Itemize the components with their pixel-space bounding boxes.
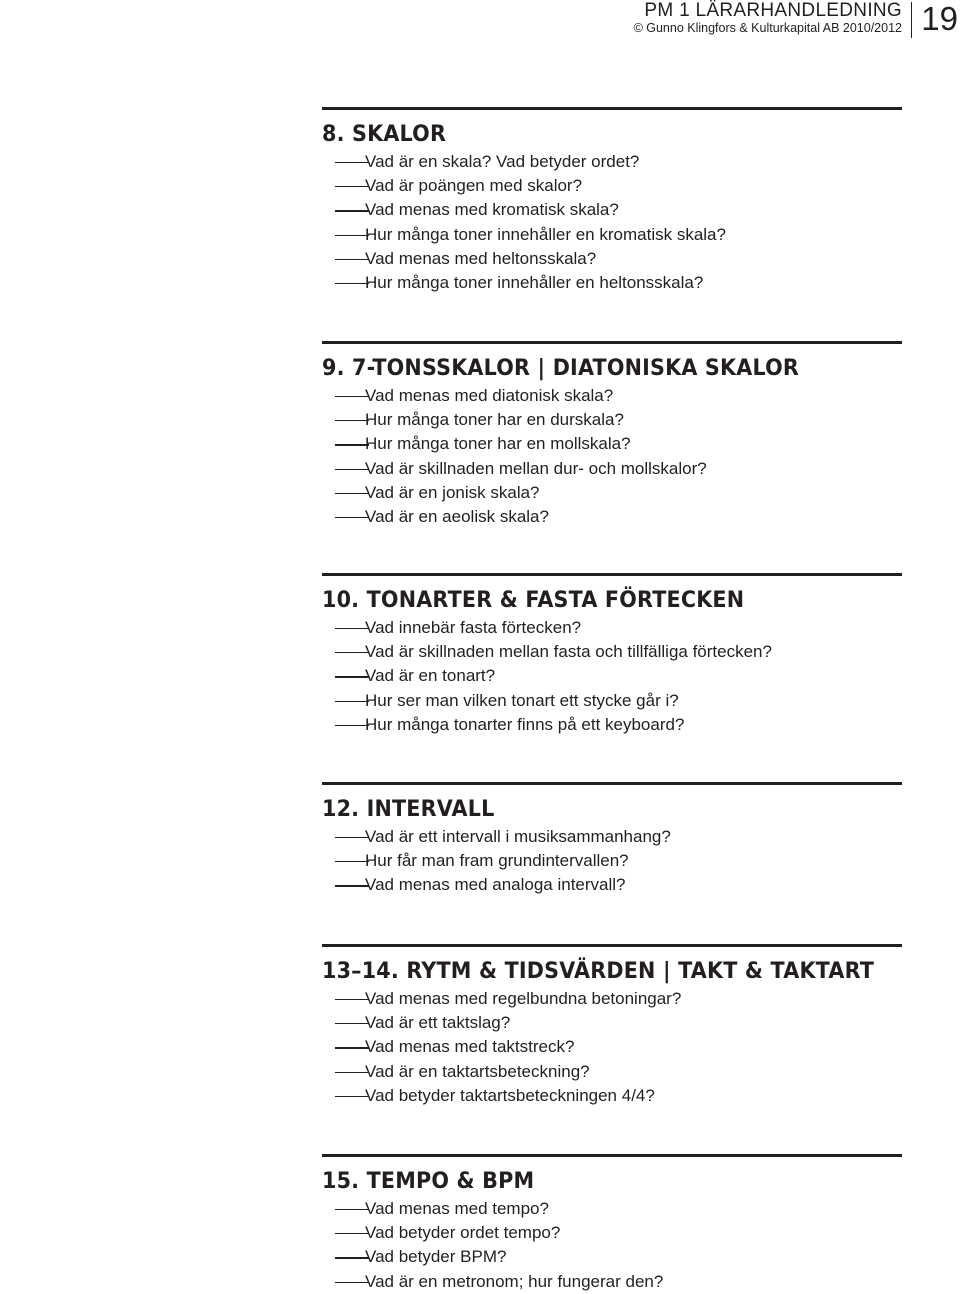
section-title: 12. INTERVALL: [322, 796, 495, 822]
question-item: [322, 713, 902, 737]
section-rytm-takt: [322, 944, 902, 1108]
question-text: Vad betyder BPM?: [365, 1247, 507, 1267]
question-text: Vad är en tonart?: [365, 666, 496, 686]
section-skalor: [322, 107, 902, 295]
copyright-notice: © Gunno Klingfors & Kulturkapital AB 2010/2012: [633, 21, 902, 35]
question-item: [322, 616, 902, 640]
document-title: PM 1 LÄRARHANDLEDNING: [644, 0, 902, 21]
dash-bullet: [335, 1233, 369, 1234]
question-item: [322, 664, 902, 688]
section-title: 15. TEMPO & BPM: [322, 1168, 535, 1194]
question-item: [322, 640, 902, 664]
question-item: [322, 1270, 902, 1294]
question-text: Vad innebär fasta förtecken?: [365, 618, 582, 637]
section-divider: [322, 573, 902, 576]
question-item: [322, 247, 902, 271]
question-item: [322, 408, 902, 432]
question-text: Vad är ett taktslag?: [365, 1013, 511, 1033]
question-text: Vad är en skala? Vad betyder ordet?: [365, 152, 640, 171]
dash-bullet: [335, 420, 369, 421]
question-item: [322, 481, 902, 505]
section-divider: [322, 1154, 902, 1157]
question-item: [322, 1245, 902, 1269]
dash-bullet: [335, 517, 369, 518]
question-text: Hur många toner innehåller en kromatisk skala?: [365, 224, 726, 244]
dash-bullet: [335, 444, 369, 445]
question-text: Hur många toner innehåller en heltonsskala?: [365, 272, 704, 292]
question-text: Vad betyder ordet tempo?: [365, 1223, 561, 1243]
dash-bullet: [335, 283, 369, 284]
question-item: [322, 150, 902, 174]
dash-bullet: [335, 1282, 369, 1283]
question-item: [322, 849, 902, 873]
dash-bullet: [335, 701, 369, 702]
dash-bullet: [335, 628, 369, 629]
question-item: [322, 505, 902, 529]
dash-bullet: [335, 259, 369, 260]
dash-bullet: [335, 186, 369, 187]
section-intervall: [322, 782, 902, 898]
header-divider: [911, 2, 912, 38]
question-text: Vad är poängen med skalor?: [365, 176, 583, 196]
page-number: 19: [921, 0, 958, 37]
question-text: Vad menas med analoga intervall?: [365, 875, 626, 895]
dash-bullet: [335, 1023, 369, 1024]
section-title: 9. 7-TONSSKALOR | DIATONISKA SKALOR: [322, 355, 799, 381]
question-text: Vad menas med heltonsskala?: [365, 248, 597, 268]
question-text: Vad är en aeolisk skala?: [365, 506, 549, 526]
dash-bullet: [335, 725, 369, 726]
dash-bullet: [335, 1257, 369, 1258]
question-list: [322, 987, 902, 1108]
question-text: Vad menas med regelbundna betoningar?: [365, 989, 682, 1008]
question-text: Hur ser man vilken tonart ett stycke går i?: [365, 690, 679, 710]
question-item: [322, 384, 902, 408]
section-title: 13–14. RYTM & TIDSVÄRDEN | TAKT & TAKTART: [322, 958, 875, 984]
dash-bullet: [335, 1096, 369, 1097]
question-item: [322, 271, 902, 295]
section-divider: [322, 782, 902, 785]
question-item: [322, 689, 902, 713]
dash-bullet: [335, 493, 369, 494]
question-text: Vad menas med diatonisk skala?: [365, 386, 614, 405]
dash-bullet: [335, 999, 369, 1000]
question-item: [322, 432, 902, 456]
section-divider: [322, 944, 902, 947]
page-header: [0, 0, 960, 40]
question-text: Vad är skillnaden mellan fasta och tillfälliga förtecken?: [365, 642, 772, 662]
question-item: [322, 987, 902, 1011]
question-text: Vad är skillnaden mellan dur- och mollskalor?: [365, 458, 707, 478]
question-text: Vad menas med kromatisk skala?: [365, 200, 619, 220]
question-text: Vad betyder taktartsbeteckningen 4/4?: [365, 1085, 655, 1105]
question-text: Vad menas med taktstreck?: [365, 1037, 575, 1057]
section-divider: [322, 341, 902, 344]
question-item: [322, 1011, 902, 1035]
question-item: [322, 198, 902, 222]
dash-bullet: [335, 676, 369, 677]
dash-bullet: [335, 396, 369, 397]
question-list: [322, 384, 902, 529]
question-item: [322, 174, 902, 198]
section-tempo: [322, 1154, 902, 1294]
question-item: [322, 1035, 902, 1059]
question-item: [322, 825, 902, 849]
question-item: [322, 873, 902, 897]
section-title: 10. TONARTER & FASTA FÖRTECKEN: [322, 587, 745, 613]
question-list: [322, 150, 902, 295]
section-title: 8. SKALOR: [322, 121, 447, 147]
dash-bullet: [335, 469, 369, 470]
question-text: Hur många toner har en mollskala?: [365, 434, 631, 454]
question-item: [322, 1197, 902, 1221]
dash-bullet: [335, 837, 369, 838]
dash-bullet: [335, 861, 369, 862]
question-text: Hur många toner har en durskala?: [365, 410, 624, 430]
question-list: [322, 616, 902, 737]
dash-bullet: [335, 235, 369, 236]
dash-bullet: [335, 1072, 369, 1073]
dash-bullet: [335, 162, 369, 163]
question-text: Vad är en taktartsbeteckning?: [365, 1061, 590, 1081]
question-text: Hur många tonarter finns på ett keyboard?: [365, 714, 685, 734]
question-list: [322, 1197, 902, 1294]
dash-bullet: [335, 652, 369, 653]
question-text: Vad är en jonisk skala?: [365, 482, 540, 502]
question-item: [322, 1084, 902, 1108]
question-list: [322, 825, 902, 898]
question-item: [322, 223, 902, 247]
section-tonarter: [322, 573, 902, 737]
question-item: [322, 1221, 902, 1245]
dash-bullet: [335, 1047, 369, 1048]
dash-bullet: [335, 885, 369, 886]
section-divider: [322, 107, 902, 110]
dash-bullet: [335, 1209, 369, 1210]
question-item: [322, 457, 902, 481]
section-7-tonsskalor: [322, 341, 902, 529]
question-text: Hur får man fram grundintervallen?: [365, 851, 629, 871]
question-item: [322, 1060, 902, 1084]
dash-bullet: [335, 210, 369, 211]
question-text: Vad menas med tempo?: [365, 1199, 549, 1218]
question-text: Vad är ett intervall i musiksammanhang?: [365, 827, 671, 846]
question-text: Vad är en metronom; hur fungerar den?: [365, 1271, 664, 1291]
